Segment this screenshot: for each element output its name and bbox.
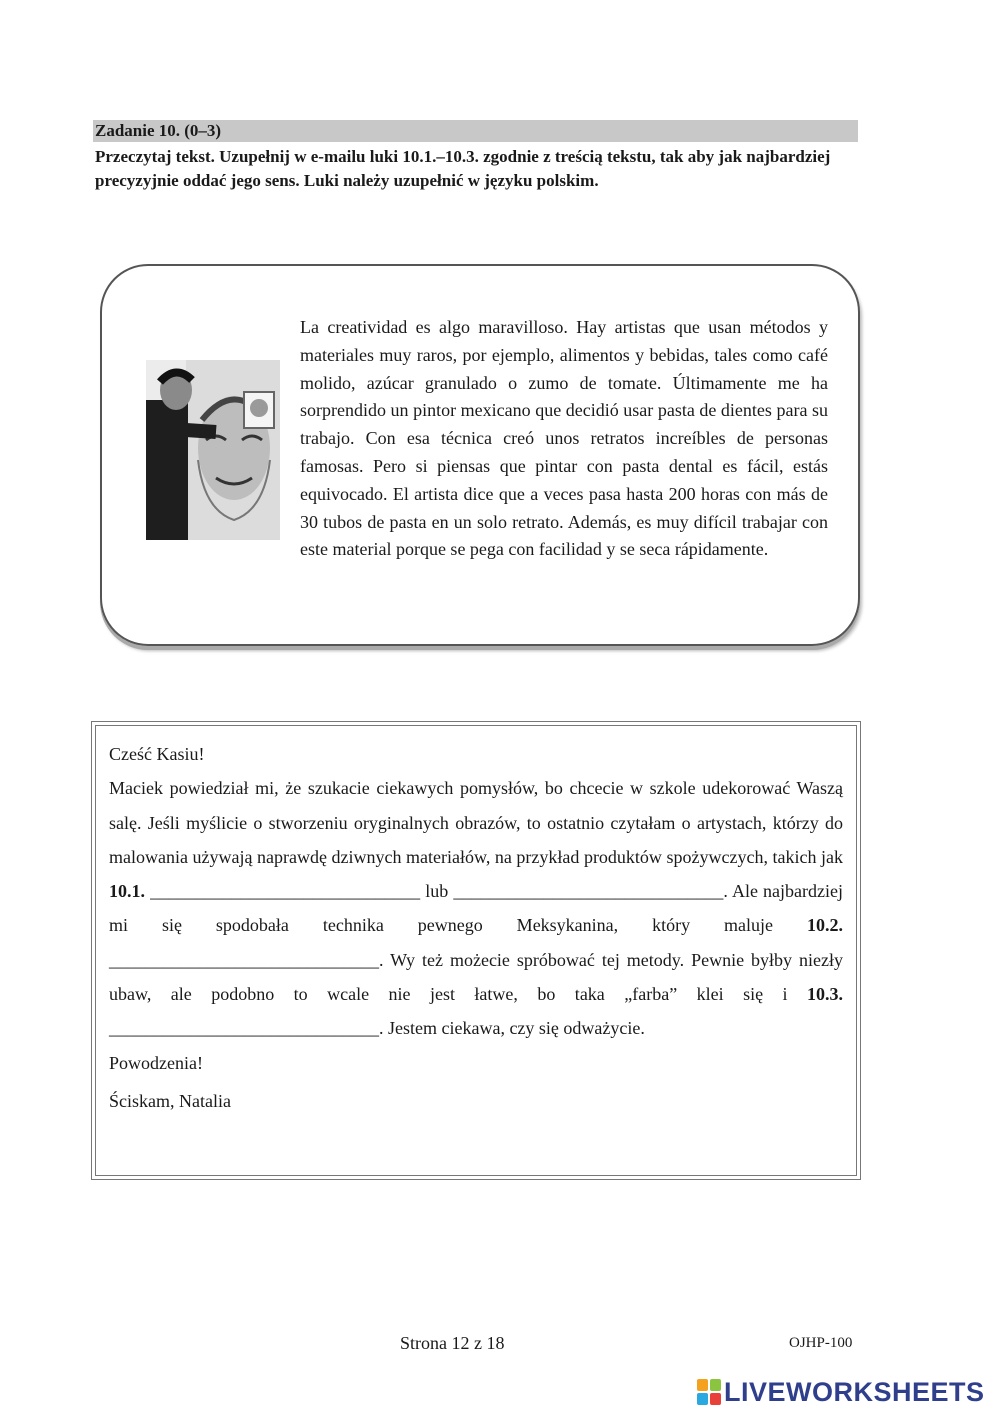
email-text-part-3: . Wy też możecie spróbować tej metody. Pewnie byłby niezły ubaw, ale podobno to wcale nie jest łatwe, bo taka „farba” klei się i <box>109 949 843 1005</box>
gap-10-2[interactable]: ______________________________ <box>109 949 379 970</box>
liveworksheets-logo-text: LIVEWORKSHEETS <box>724 1376 985 1407</box>
page-number: Strona 12 z 18 <box>400 1333 505 1353</box>
email-paragraph <box>109 771 843 1045</box>
email-text-part-2: . Ale najbardziej mi się spodobała technika pewnego Meksykanina, który maluje <box>109 881 844 936</box>
email-body <box>109 737 843 1118</box>
gap-label-10-2: 10.2. <box>807 915 843 936</box>
email-signature: Ściskam, Natalia <box>109 1090 231 1111</box>
email-text-part-4: . Jestem ciekawa, czy się odważycie. <box>379 1018 645 1039</box>
email-word-lub: lub <box>425 881 449 902</box>
spanish-reading-text: La creatividad es algo maravilloso. Hay artistas que usan métodos y materiales muy raros, por ejemplo, alimentos y bebidas, tales como café molido, azúcar granulado o zumo de tomate. Últimamente me ha sorprendido un pintor mexicano que decidió usar pasta de dientes para su trabajo. Con esa técnica creó unos retratos increíbles de personas famosas. Pero si piensas que pintar con pasta dental es fácil, estás equivocado. El artista dice que a veces pasa hasta 200 horas con más de 30 tubos de pasta en un solo retrato. Además, es muy difícil trabajar con este material porque se pega con facilidad y se seca rápidamente. <box>300 317 828 560</box>
gap-10-1-second[interactable]: ______________________________ <box>453 881 724 902</box>
task-instruction: Przeczytaj tekst. Uzupełnij w e-mailu luki 10.1.–10.3. zgodnie z treścią tekstu, tak aby jak najbardziej precyzyjnie oddać jego sens. Luki należy uzupełnić w języku polskim. <box>95 147 831 190</box>
gap-10-3[interactable]: ______________________________ <box>109 1018 379 1039</box>
email-text-part-1: Maciek powiedział mi, że szukacie ciekawych pomysłów, bo chcecie w szkole udekorować Waszą salę. Jeśli myślicie o stworzeniu oryginalnych obrazów, to ostatnio czytałam o artystach, którzy do malowania używają naprawdę dziwnych materiałów, na przykład produktów spożywczych, takich jak <box>109 778 843 867</box>
artist-portrait-photo <box>146 360 280 540</box>
gap-label-10-1: 10.1. <box>109 881 145 902</box>
gap-label-10-3: 10.3. <box>807 984 843 1005</box>
task-header: Zadanie 10. (0–3) <box>93 120 858 142</box>
email-closing: Powodzenia! <box>109 1052 203 1073</box>
exam-code: OJHP-100 <box>789 1335 853 1351</box>
email-greeting: Cześć Kasiu! <box>109 744 205 764</box>
gap-10-1-first[interactable]: ______________________________ <box>150 881 421 902</box>
liveworksheets-logo-icon <box>697 1379 721 1405</box>
liveworksheets-logo[interactable] <box>697 1376 985 1408</box>
